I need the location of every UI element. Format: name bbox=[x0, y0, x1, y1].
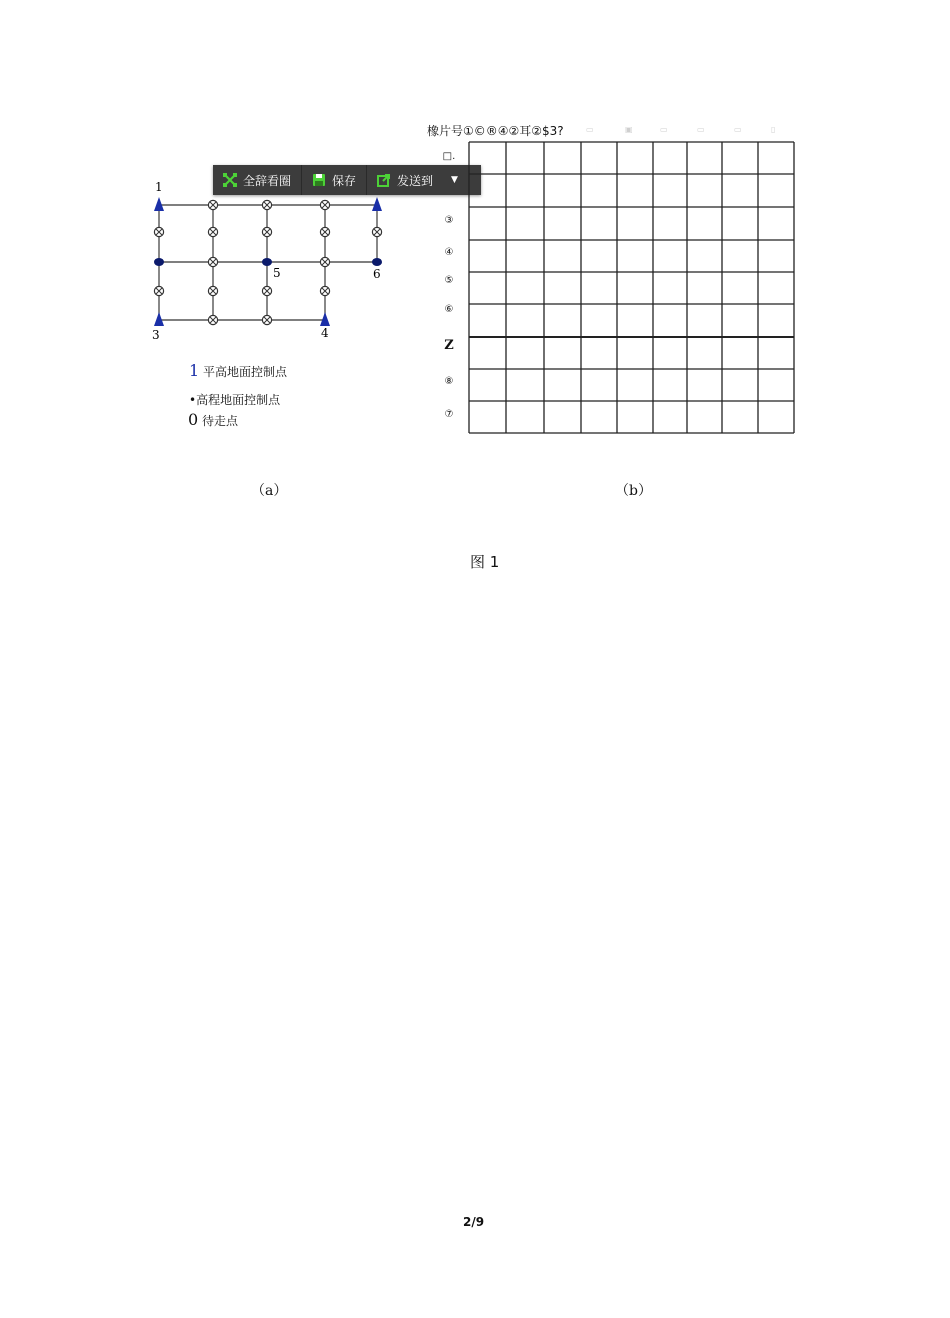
caption-b: （b） bbox=[615, 483, 652, 499]
point-label-3: 3 bbox=[152, 328, 160, 342]
point-label-4: 4 bbox=[321, 326, 329, 340]
legend-pending-point bbox=[188, 410, 238, 429]
faint-mark-5: ▭ bbox=[734, 125, 742, 134]
pending-point-symbol: 0 bbox=[188, 410, 199, 429]
plan-control-text: 平高地面控制点 bbox=[203, 365, 288, 379]
pending-point-text: 待走点 bbox=[202, 414, 239, 428]
pending-point bbox=[372, 227, 381, 236]
pending-point bbox=[208, 286, 217, 295]
send-to-label: 发送到 bbox=[397, 173, 434, 188]
pending-point bbox=[262, 315, 271, 324]
plan-control-point-6-top bbox=[372, 197, 382, 211]
send-to-button[interactable] bbox=[366, 165, 443, 195]
plan-control-point-3 bbox=[154, 312, 164, 326]
floppy-icon bbox=[312, 173, 326, 187]
save-button[interactable] bbox=[301, 165, 366, 195]
faint-mark-4: ▭ bbox=[697, 125, 705, 134]
row-label-5: ⑤ bbox=[444, 275, 454, 286]
pending-point bbox=[320, 257, 329, 266]
pending-point bbox=[208, 227, 217, 236]
pending-point bbox=[208, 315, 217, 324]
pending-point bbox=[262, 227, 271, 236]
fullscreen-label: 全辞看圈 bbox=[243, 173, 292, 188]
caption-a: （a） bbox=[251, 483, 288, 499]
elevation-control-text: 高程地面控制点 bbox=[196, 393, 281, 407]
faint-mark-3: ▭ bbox=[660, 125, 668, 134]
faint-mark-2: ▣ bbox=[625, 125, 633, 134]
page-number: 2/9 bbox=[463, 1215, 485, 1229]
elevation-control-symbol: • bbox=[189, 393, 197, 407]
point-label-6: 6 bbox=[373, 267, 381, 281]
expand-icon bbox=[223, 173, 237, 187]
save-label: 保存 bbox=[332, 173, 357, 188]
elevation-point-left bbox=[154, 258, 164, 266]
pending-point bbox=[208, 257, 217, 266]
pending-point bbox=[320, 286, 329, 295]
point-label-5: 5 bbox=[273, 266, 281, 280]
share-icon bbox=[377, 173, 391, 187]
elevation-point-6 bbox=[372, 258, 382, 266]
row-label-1: □. bbox=[442, 151, 456, 162]
pending-point bbox=[320, 227, 329, 236]
fullscreen-button[interactable] bbox=[213, 165, 301, 195]
faint-mark-6: ▯ bbox=[771, 125, 776, 134]
faint-mark-1: ▭ bbox=[586, 125, 594, 134]
row-label-4: ④ bbox=[444, 247, 454, 258]
elevation-point-5 bbox=[262, 258, 272, 266]
figure-title: 图 1 bbox=[470, 553, 500, 571]
point-label-1: 1 bbox=[155, 180, 163, 194]
row-label-3: ③ bbox=[444, 215, 454, 226]
legend-elevation-control bbox=[189, 391, 280, 408]
control-network-diagram bbox=[145, 175, 395, 355]
row-label-z: Z bbox=[444, 338, 454, 353]
caret-down-icon[interactable]: ▼ bbox=[451, 175, 458, 185]
row-label-8: ⑧ bbox=[444, 376, 454, 387]
row-label-6: ⑥ bbox=[444, 304, 454, 315]
plan-control-point-1 bbox=[154, 197, 164, 211]
pending-point bbox=[320, 200, 329, 209]
pending-point bbox=[154, 286, 163, 295]
pending-point bbox=[262, 200, 271, 209]
photo-number-header: 橡片号①©®④②耳②$3? bbox=[427, 124, 564, 138]
plan-control-symbol: 1 bbox=[189, 361, 200, 380]
floating-toolbar bbox=[213, 165, 481, 195]
pending-point bbox=[154, 227, 163, 236]
pending-point bbox=[262, 286, 271, 295]
photo-grid-table bbox=[468, 141, 798, 437]
legend-plan-control bbox=[189, 361, 287, 380]
plan-control-point-4 bbox=[320, 312, 330, 326]
pending-point bbox=[208, 200, 217, 209]
row-label-7: ⑦ bbox=[444, 409, 454, 420]
